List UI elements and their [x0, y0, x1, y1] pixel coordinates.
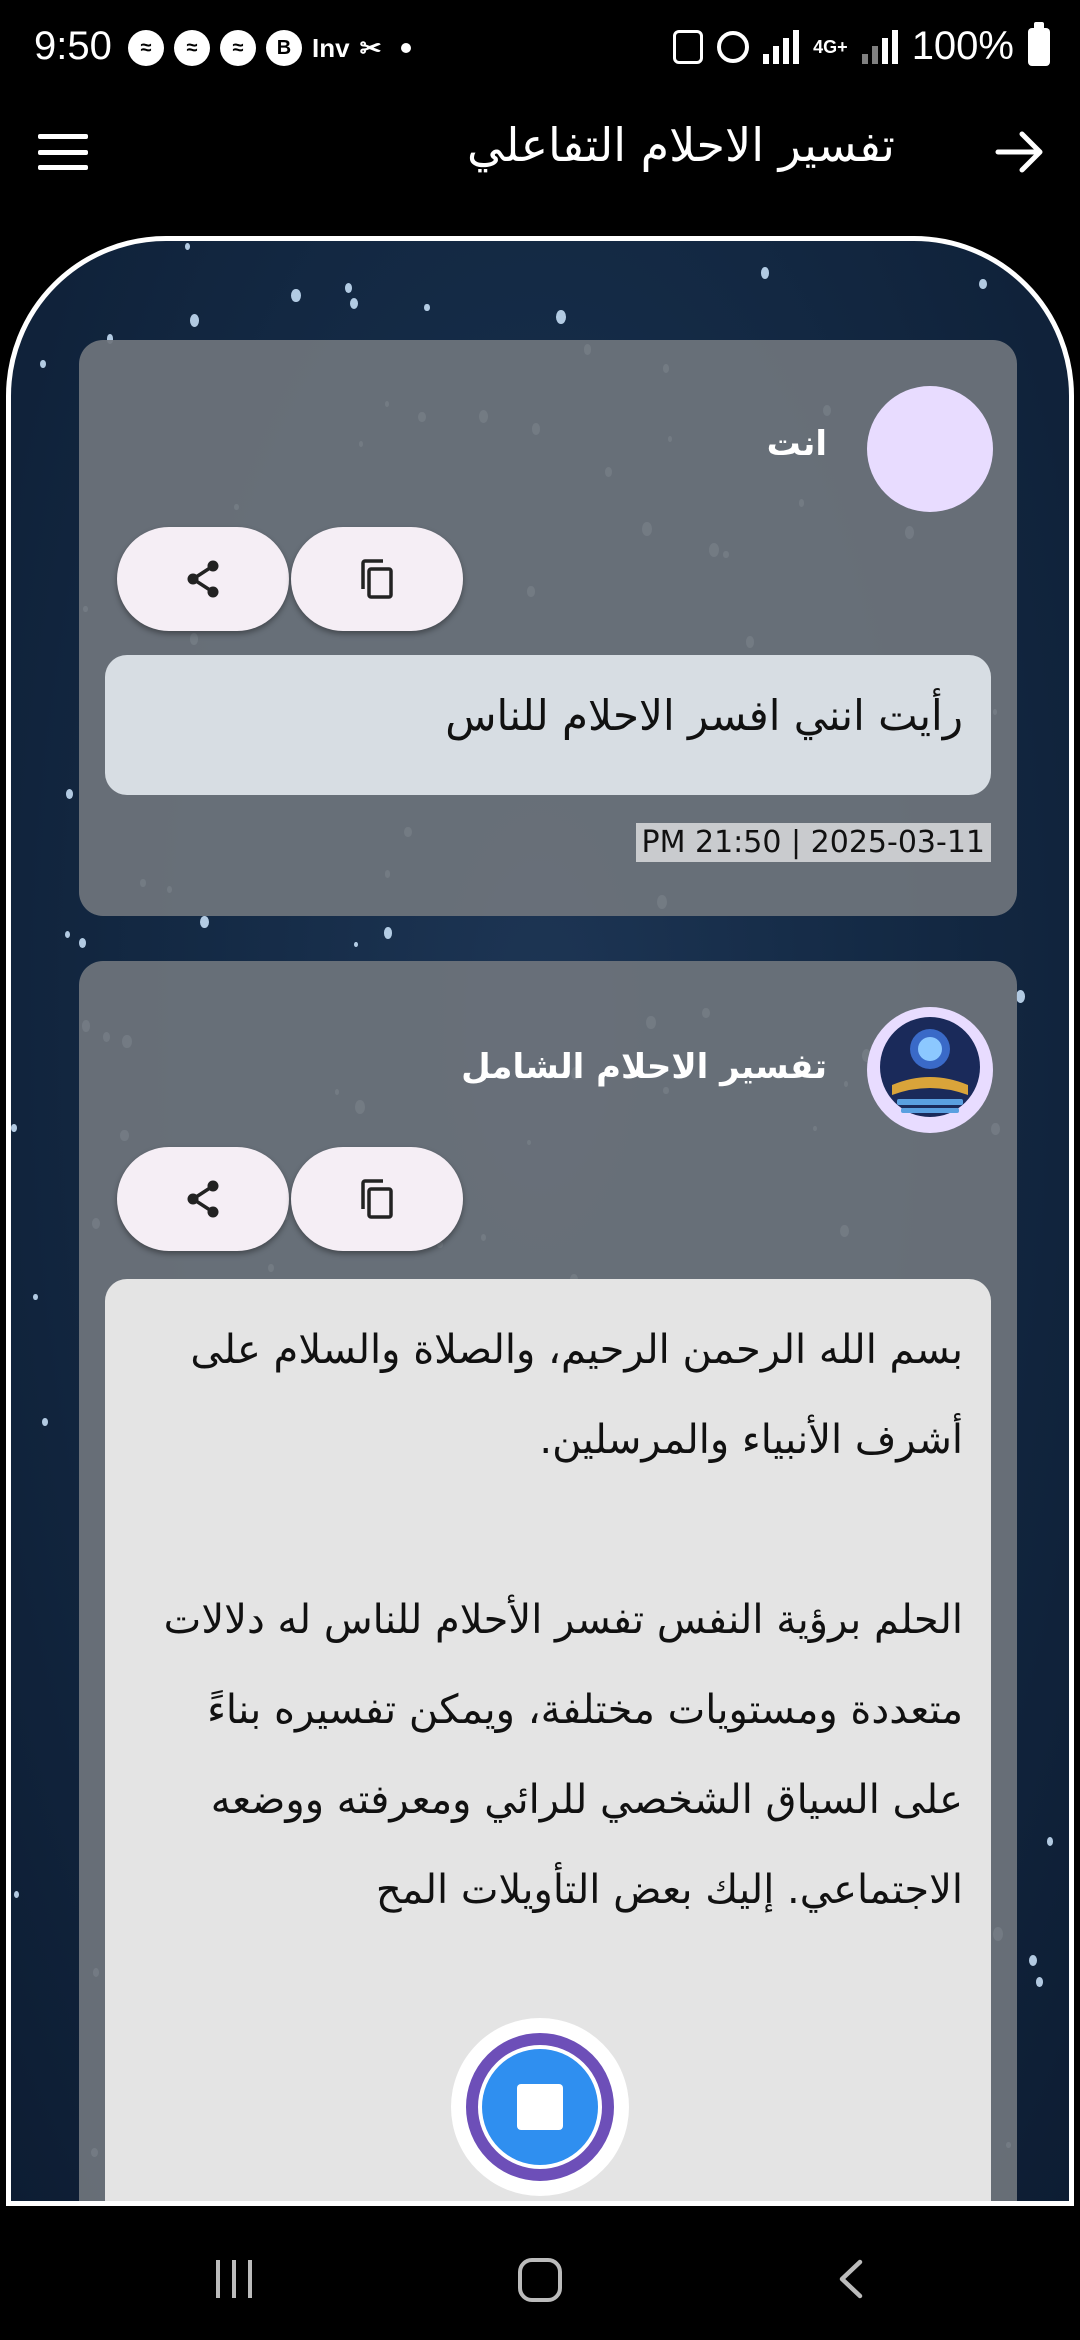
star	[33, 1294, 37, 1300]
star	[185, 243, 190, 250]
system-nav-bar	[0, 2210, 1080, 2340]
star	[65, 931, 70, 939]
stop-icon	[517, 2084, 563, 2130]
status-bar	[0, 0, 1080, 100]
bot-avatar	[867, 1007, 993, 1133]
user-avatar	[867, 386, 993, 512]
menu-icon[interactable]	[38, 134, 88, 170]
alarm-icon	[717, 31, 749, 63]
star	[1047, 1837, 1053, 1846]
app-bar	[0, 100, 1080, 200]
messenger-icon: ≈	[220, 30, 256, 66]
copy-button[interactable]	[291, 527, 463, 631]
messenger-icon: ≈	[174, 30, 210, 66]
star	[11, 1124, 17, 1132]
star	[190, 314, 199, 327]
user-message-card	[79, 340, 1017, 916]
star	[66, 789, 73, 799]
capcut-icon: ✂	[359, 32, 382, 63]
notification-icons	[128, 30, 411, 66]
nav-back-icon[interactable]	[828, 2254, 878, 2304]
battery-saver-icon	[673, 30, 703, 64]
page-title: تفسير الاحلام التفاعلي	[467, 118, 895, 172]
star	[40, 360, 46, 368]
share-button[interactable]	[117, 1147, 289, 1251]
star	[14, 1891, 19, 1898]
progress-ring	[466, 2033, 614, 2181]
star	[291, 289, 300, 302]
stop-button[interactable]	[451, 2018, 629, 2196]
star	[200, 916, 209, 929]
copy-icon	[355, 1177, 399, 1221]
signal-icon	[763, 30, 799, 64]
b-icon: B	[266, 30, 302, 66]
stop-button-inner	[482, 2049, 598, 2165]
copy-icon	[355, 557, 399, 601]
star	[350, 298, 358, 310]
star	[354, 942, 358, 948]
star	[1036, 1977, 1043, 1986]
chat-frame[interactable]	[6, 236, 1074, 2206]
back-arrow-icon[interactable]	[990, 122, 1050, 182]
share-icon	[181, 557, 225, 601]
signal-icon-2	[862, 30, 898, 64]
network-type-label: 4G+	[813, 36, 848, 57]
home-icon[interactable]	[518, 2258, 562, 2302]
sender-name: تفسير الاحلام الشامل	[461, 1047, 827, 1087]
message-timestamp: PM 21:50 | 2025-03-11	[636, 823, 992, 862]
sender-name: انت	[766, 424, 827, 464]
star	[424, 304, 429, 311]
star	[761, 267, 769, 278]
star	[384, 927, 393, 939]
star	[1016, 990, 1025, 1003]
battery-icon	[1028, 28, 1050, 66]
star	[556, 310, 566, 324]
star	[42, 1418, 48, 1426]
bot-message-body: بسم الله الرحمن الرحيم، والصلاة والسلام على أشرف الأنبياء والمرسلين. الحلم برؤية النفس تفسر الأحلام للناس له دلالات متعددة ومستويات مختلفة، ويمكن تفسيره بناءً على السياق الشخصي للرائي ومعرفته ووضعه الاجتماعي. إليك بعض التأويلات المح	[163, 1327, 963, 1913]
recent-apps-icon[interactable]	[216, 2260, 252, 2298]
star	[979, 279, 986, 289]
share-button[interactable]	[117, 527, 289, 631]
copy-button[interactable]	[291, 1147, 463, 1251]
battery-percent: 100%	[911, 24, 1014, 68]
system-icons	[673, 24, 1050, 69]
inv-icon: Inv	[312, 32, 350, 63]
star	[79, 938, 86, 948]
user-message-text: رأيت انني افسر الاحلام للناس	[105, 655, 991, 795]
status-time: 9:50	[34, 24, 112, 68]
star	[1029, 1955, 1037, 1966]
bot-logo-icon	[867, 1007, 993, 1133]
star	[345, 283, 352, 293]
messenger-icon: ≈	[128, 30, 164, 66]
more-notifications-dot	[401, 43, 411, 53]
share-icon	[181, 1177, 225, 1221]
